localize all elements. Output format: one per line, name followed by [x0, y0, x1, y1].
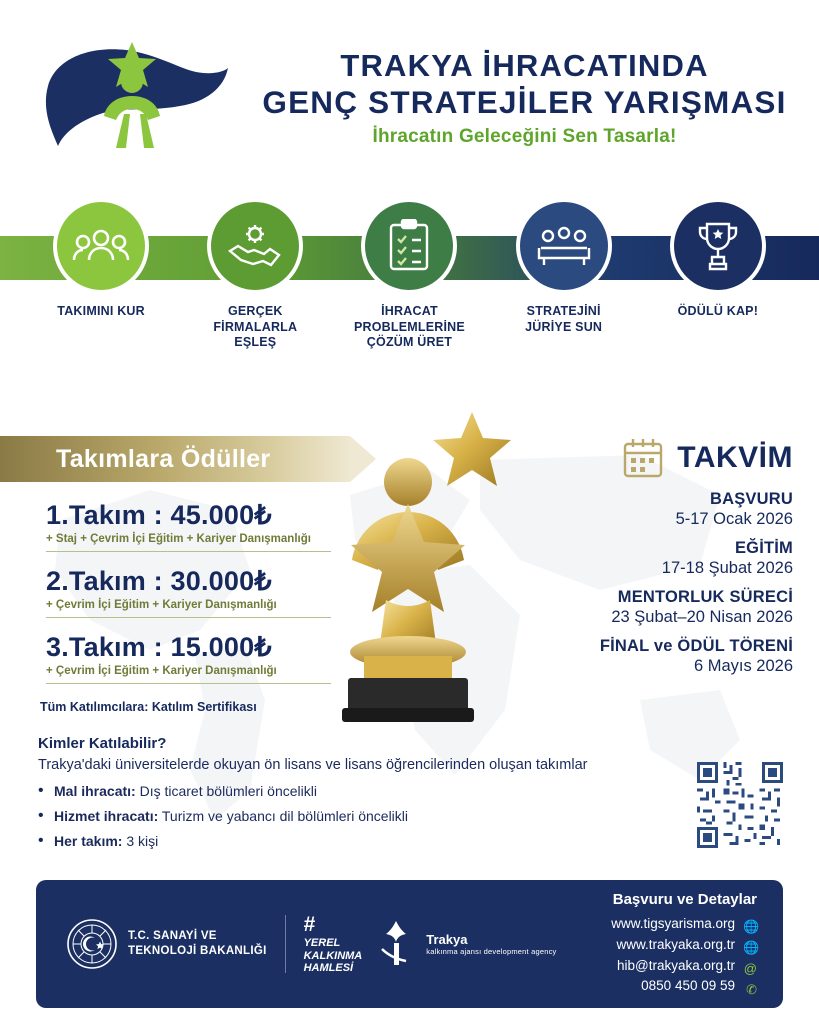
- jury-panel-icon: [516, 198, 612, 294]
- footer-divider: [285, 915, 286, 973]
- contact-email-text: hib@trakyaka.org.tr: [617, 957, 735, 973]
- globe-icon: 🌐: [743, 919, 760, 935]
- agency-mark-icon: [376, 919, 418, 969]
- calendar-row-4: [493, 637, 793, 676]
- calendar-row-3: [493, 588, 793, 627]
- globe-icon: 🌐: [743, 940, 760, 956]
- qr-code[interactable]: [697, 762, 783, 848]
- team-icon: [53, 198, 149, 294]
- handshake-gear-icon: [207, 198, 303, 294]
- calendar-label-1: BAŞVURU: [710, 490, 793, 508]
- calendar-row-2: [493, 539, 793, 578]
- trophy-icon: [670, 198, 766, 294]
- checklist-clipboard-icon: [361, 198, 457, 294]
- at-icon: @: [743, 960, 757, 976]
- awards-section: [0, 436, 360, 714]
- prize-3-extras: + Çevrim İçi Eğitim + Kariyer Danışmanlığı: [46, 665, 331, 684]
- calendar-value-2: 17-18 Şubat 2026: [661, 559, 793, 577]
- calendar-title: TAKVİM: [677, 441, 793, 474]
- calendar-value-1: 5-17 Ocak 2026: [675, 510, 793, 528]
- step-5: [658, 198, 778, 351]
- ministry-line1: T.C. SANAYİ VE: [128, 930, 217, 943]
- prize-3-amount: 3.Takım : 15.000₺: [46, 632, 272, 662]
- prize-2: [0, 566, 360, 618]
- step-4: [504, 198, 624, 351]
- prize-1-amount: 1.Takım : 45.000₺: [46, 500, 272, 530]
- prize-2-extras: + Çevrim İçi Eğitim + Kariyer Danışmanlığı: [46, 599, 331, 618]
- contact-phone[interactable]: [611, 976, 757, 997]
- eligibility-item-1-text: Dış ticaret bölümleri öncelikli: [135, 783, 317, 799]
- certificate-note: Tüm Katılımcılara: Katılım Sertifikası: [40, 700, 257, 714]
- footer: [36, 880, 783, 1008]
- hamle-line3: HAMLESİ: [303, 962, 354, 975]
- hashtag-icon: #: [303, 912, 316, 936]
- contact-website-2[interactable]: [611, 935, 760, 956]
- step-1-label: TAKIMINI KUR: [57, 304, 145, 318]
- ministry-line2: TEKNOLOJİ BAKANLIĞI: [128, 945, 267, 957]
- yerel-kalkinma-hamlesi-logo: [304, 913, 363, 975]
- contact-title: Başvuru ve Detaylar: [612, 890, 757, 908]
- turkish-republic-emblem: [66, 918, 118, 970]
- eligibility-item-1-label: Mal ihracatı:: [54, 783, 136, 799]
- prize-3: [0, 632, 360, 684]
- ministry-logo: [66, 918, 267, 970]
- trakya-young-strategies-logo: [28, 28, 243, 158]
- eligibility-item-2-label: Hizmet ihracatı:: [54, 808, 159, 824]
- calendar-value-3: 23 Şubat–20 Nisan 2026: [611, 608, 793, 626]
- step-2-label: GERÇEK FİRMALARLA EŞLEŞ: [213, 304, 298, 350]
- poster-header: [0, 0, 819, 190]
- contact-phone-text: 0850 450 09 59: [641, 978, 735, 994]
- trakya-development-agency-logo: [376, 919, 556, 969]
- page-subtitle: İhracatın Geleceğini Sen Tasarla!: [372, 125, 677, 147]
- step-5-label: ÖDÜLÜ KAP!: [677, 304, 759, 318]
- prize-2-amount: 2.Takım : 30.000₺: [46, 566, 272, 596]
- hamle-line2: KALKINMA: [303, 949, 363, 962]
- calendar-value-4: 6 Mayıs 2026: [693, 657, 793, 675]
- agency-name: Trakya: [426, 931, 468, 947]
- contact-block: [611, 891, 783, 998]
- eligibility-item-3: [38, 833, 678, 849]
- prize-1-extras: + Staj + Çevrim İçi Eğitim + Kariyer Danışmanlığı: [46, 533, 331, 552]
- eligibility-title: Kimler Katılabilir?: [38, 735, 167, 752]
- contact-website-1[interactable]: [611, 914, 760, 935]
- calendar-label-2: EĞİTİM: [734, 539, 793, 557]
- eligibility-item-1: [38, 783, 678, 799]
- awards-title: Takımlara Ödüller: [56, 444, 271, 473]
- eligibility-item-3-label: Her takım:: [54, 833, 123, 849]
- calendar-label-4: FİNAL ve ÖDÜL TÖRENİ: [599, 637, 793, 655]
- calendar-label-3: MENTORLUK SÜRECİ: [617, 588, 793, 606]
- phone-icon: ✆: [746, 981, 757, 997]
- eligibility-item-2: [38, 808, 678, 824]
- eligibility-item-3-text: 3 kişi: [122, 833, 159, 849]
- step-3-label: İHRACAT PROBLEMLERİNE ÇÖZÜM ÜRET: [354, 304, 465, 350]
- awards-ribbon: [0, 436, 350, 482]
- eligibility-item-2-text: Turizm ve yabancı dil bölümleri öncelikli: [158, 808, 409, 824]
- page-title-line1: TRAKYA İHRACATINDA: [340, 48, 709, 83]
- step-2: [195, 198, 315, 351]
- steps-band: [0, 198, 819, 350]
- agency-subtitle: kalkınma ajansı development agency: [426, 947, 557, 957]
- calendar-icon: [621, 436, 665, 480]
- prize-1: [0, 500, 360, 552]
- step-3: [349, 198, 469, 351]
- contact-website-1-text: www.tigsyarisma.org: [611, 915, 735, 931]
- contact-email[interactable]: [611, 956, 757, 977]
- calendar-section: [493, 436, 793, 676]
- eligibility-subtitle: Trakya'daki üniversitelerde okuyan ön lisans ve lisans öğrencilerinden oluşan takımlar: [38, 757, 588, 773]
- eligibility-section: [38, 735, 678, 858]
- step-4-label: STRATEJİNİ JÜRİYE SUN: [525, 304, 603, 334]
- step-1: [41, 198, 161, 351]
- calendar-row-1: [493, 490, 793, 529]
- hamle-line1: YEREL: [303, 937, 341, 950]
- page-title-line2: GENÇ STRATEJİLER YARIŞMASI: [262, 83, 787, 120]
- contact-website-2-text: www.trakyaka.org.tr: [616, 936, 735, 952]
